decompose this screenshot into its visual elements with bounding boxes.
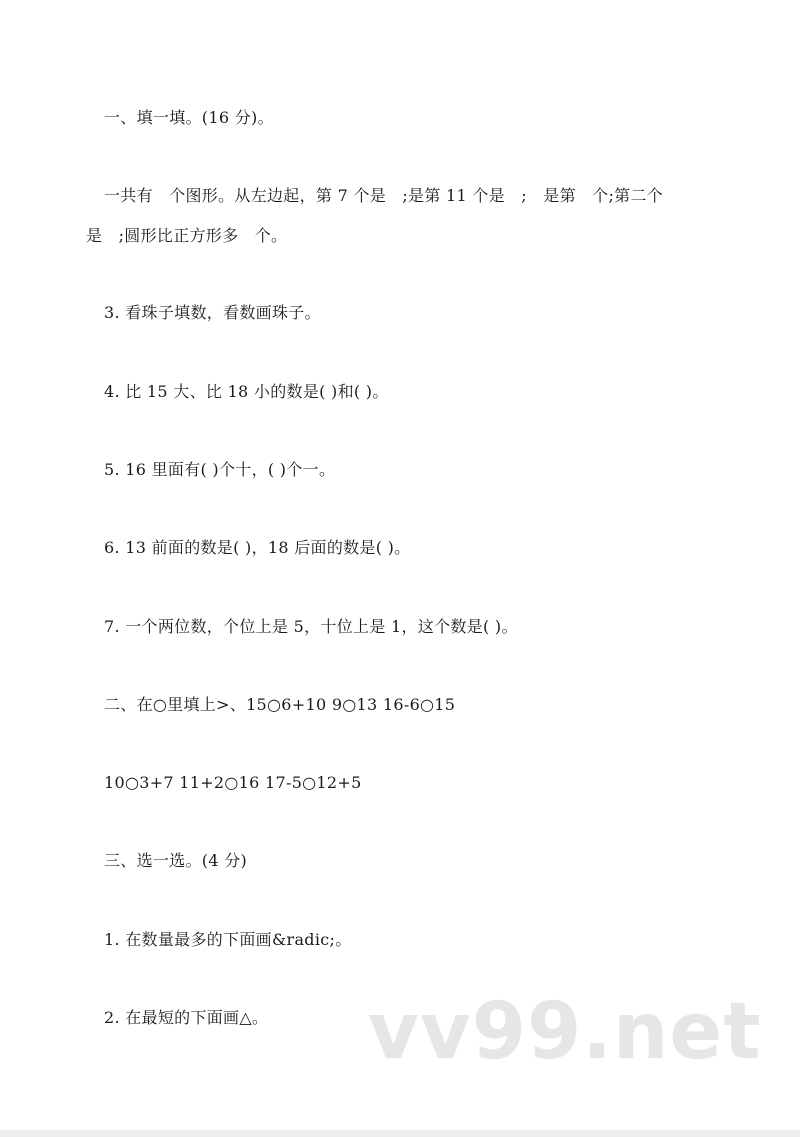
section-3-question-2: 2. 在最短的下面画△。 bbox=[104, 1008, 269, 1027]
question-3: 3. 看珠子填数，看数画珠子。 bbox=[104, 303, 321, 322]
question-4: 4. 比 15 大、比 18 小的数是( )和( )。 bbox=[104, 382, 389, 401]
question-1-line-2: 是 ;圆形比正方形多 个。 bbox=[86, 226, 288, 245]
watermark-logo: vv99.net bbox=[368, 987, 762, 1077]
question-6: 6. 13 前面的数是( )，18 后面的数是( )。 bbox=[104, 538, 411, 557]
section-1-heading: 一、填一填。(16 分)。 bbox=[104, 108, 274, 127]
section-2-line-1: 二、在○里填上>、15○6+10 9○13 16-6○15 bbox=[104, 695, 456, 714]
section-2-line-2: 10○3+7 11+2○16 17-5○12+5 bbox=[104, 773, 362, 792]
section-3-heading: 三、选一选。(4 分) bbox=[104, 851, 248, 870]
page-bottom-edge bbox=[0, 1130, 800, 1137]
question-7: 7. 一个两位数，个位上是 5，十位上是 1，这个数是( )。 bbox=[104, 617, 518, 636]
question-5: 5. 16 里面有( )个十，( )个一。 bbox=[104, 460, 336, 479]
question-1-line-1: 一共有 个图形。从左边起，第 7 个是 ;是第 11 个是 ; 是第 个;第二个 bbox=[104, 186, 664, 205]
section-3-question-1: 1. 在数量最多的下面画&radic;。 bbox=[104, 930, 352, 949]
